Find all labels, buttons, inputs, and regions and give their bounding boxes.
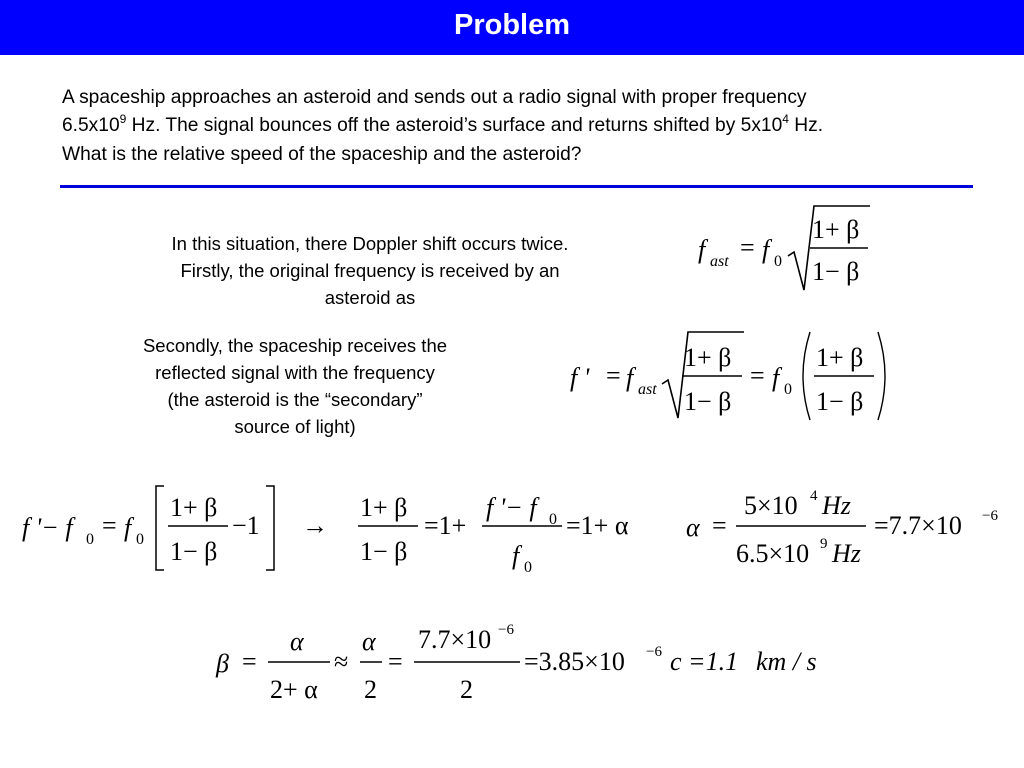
eq5-result-exp: −6 [646, 644, 662, 660]
eq2-right-paren [878, 332, 885, 420]
eq2-denominator: 1− β [684, 387, 732, 416]
problem-statement [62, 84, 970, 169]
note-second-line: reflected signal with the frequency [155, 362, 435, 383]
eq2-left-paren [803, 332, 810, 420]
eq3-equals: = [102, 511, 117, 540]
note-second-line: source of light) [234, 416, 356, 437]
eq5-approx: ≈ [334, 647, 349, 676]
problem-line-2c: Hz. [788, 114, 824, 136]
eq4-denominator: 6.5×10 [736, 539, 810, 568]
eq4-numerator: 5×10 [744, 491, 798, 520]
problem-line-2a: 6.5x10 [62, 114, 120, 136]
note-first-line: asteroid as [324, 287, 416, 308]
eq2-equals2: = [750, 361, 765, 390]
equation-f-prime [560, 326, 900, 426]
eq4-numerator-exp: 4 [810, 488, 818, 504]
eq4-result-exp: −6 [982, 508, 998, 524]
eq3-numerator3: f '− f [486, 493, 537, 522]
eq3-one-plus: =1+ [424, 511, 467, 540]
eq3-denominator3: f [512, 541, 520, 570]
eq3-denominator: 1− β [170, 537, 218, 566]
eq5-num1: α [290, 627, 304, 656]
divider-rule [60, 185, 973, 188]
eq3-f0: f [124, 513, 132, 542]
note-first-line: In this situation, there Doppler shift occurs twice. [171, 233, 569, 254]
eq2-f: f [626, 363, 634, 392]
eq5-result: =3.85×10 [524, 647, 625, 676]
exponent-4: 4 [782, 111, 789, 126]
eq5-beta: β [216, 649, 229, 678]
eq1-denominator: 1− β [812, 257, 860, 286]
eq4-alpha: α [686, 513, 700, 542]
eq2-numerator2: 1+ β [816, 343, 864, 372]
eq3-minus-one: −1 [232, 511, 260, 540]
eq5-num3-exp: −6 [498, 622, 514, 638]
eq1-sub-ast: ast [710, 253, 729, 270]
eq4-denominator-exp: 9 [820, 536, 828, 552]
eq5-unit: km / s [756, 647, 817, 676]
eq2-lhs: f ' [570, 363, 590, 392]
eq1-sub0: 0 [774, 253, 782, 270]
note-second-line: (the asteroid is the “secondary” [167, 389, 423, 410]
eq2-denominator2: 1− β [816, 387, 864, 416]
eq5-result-tail: c =1.1 [670, 647, 739, 676]
note-second-line: Secondly, the spaceship receives the [142, 335, 448, 356]
exponent-9: 9 [119, 111, 127, 126]
eq5-num3: 7.7×10 [418, 625, 492, 654]
problem-line-3: What is the relative speed of the spaceship and the asteroid? [62, 144, 582, 165]
eq3-denominator2: 1− β [360, 537, 408, 566]
eq5-den2: 2 [364, 675, 377, 704]
eq3-left-bracket [156, 486, 164, 570]
eq5-den1: 2+ α [270, 675, 318, 704]
eq1-f: f [698, 235, 706, 264]
eq3-denominator3-sub: 0 [524, 559, 532, 576]
eq3-lhs-sub: 0 [86, 531, 94, 548]
eq3-result: =1+ α [566, 511, 629, 540]
title-bar [0, 0, 1024, 55]
eq2-f0: f [772, 363, 780, 392]
equation-f-ast [690, 198, 890, 298]
eq2-equals: = [606, 361, 621, 390]
eq1-f0: f [762, 235, 770, 264]
eq2-sub0: 0 [784, 381, 792, 398]
eq2-numerator: 1+ β [684, 343, 732, 372]
eq5-equals: = [242, 647, 257, 676]
equation-frequency-shift [16, 478, 656, 578]
eq3-lhs: f '− f [22, 513, 73, 542]
eq3-numerator: 1+ β [170, 493, 218, 522]
eq3-sub0: 0 [136, 531, 144, 548]
eq1-numerator: 1+ β [812, 215, 860, 244]
eq3-arrow: → [302, 511, 328, 540]
page-title: Problem [453, 9, 571, 41]
eq1-equals: = [740, 233, 755, 262]
eq5-equals2: = [388, 647, 403, 676]
eq3-right-bracket [266, 486, 274, 570]
equation-beta [210, 618, 820, 708]
eq5-den3: 2 [460, 675, 473, 704]
eq2-sub-ast: ast [638, 381, 657, 398]
note-first-doppler [110, 230, 630, 311]
eq5-num2: α [362, 627, 376, 656]
note-second-doppler [95, 332, 495, 440]
eq4-numerator-unit: Hz [822, 491, 851, 520]
eq4-equals: = [712, 511, 727, 540]
problem-line-1: A spaceship approaches an asteroid and sends out a radio signal with proper frequency [62, 87, 807, 108]
eq3-numerator2: 1+ β [360, 493, 408, 522]
note-first-line: Firstly, the original frequency is received by an [180, 260, 560, 281]
eq4-result: =7.7×10 [874, 511, 962, 540]
equation-alpha [680, 482, 1010, 572]
problem-line-2b: Hz. The signal bounces off the asteroid’s surface and returns shifted by 5x10 [126, 114, 783, 136]
eq3-numerator3-sub: 0 [549, 511, 557, 528]
eq4-denominator-unit: Hz [832, 539, 861, 568]
